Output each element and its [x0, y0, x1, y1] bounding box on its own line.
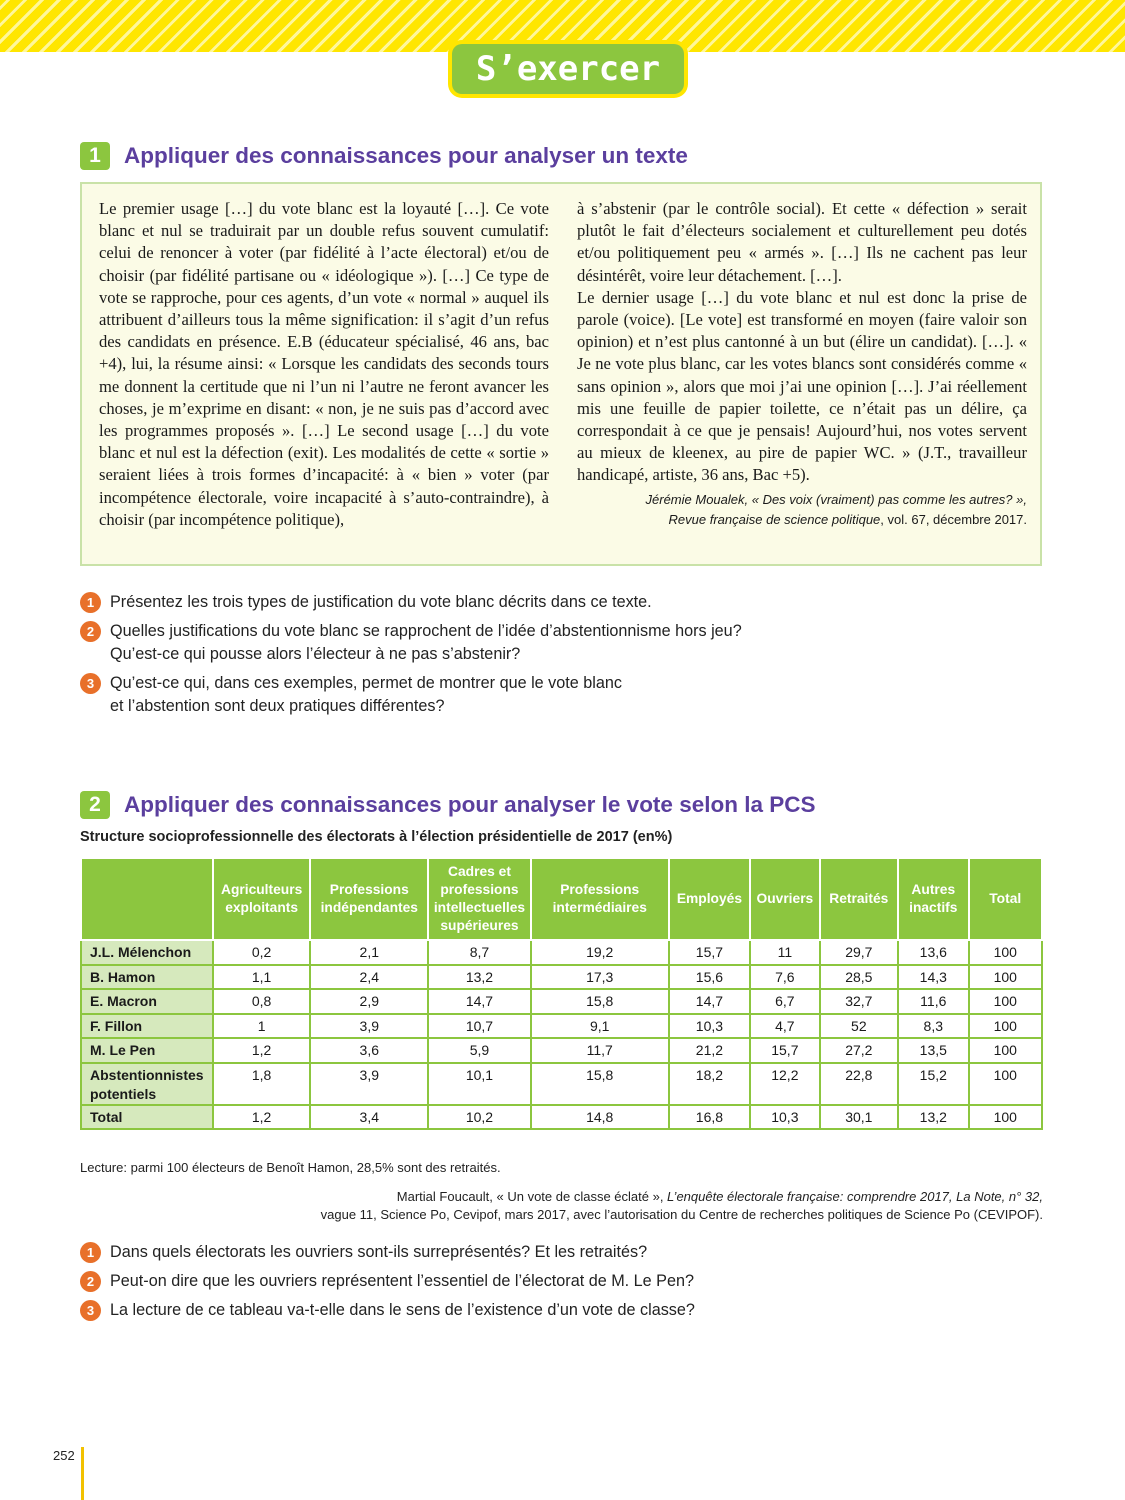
table-cell: 11,6 — [898, 989, 968, 1014]
row-label: J.L. Mélenchon — [81, 940, 213, 965]
table-row — [81, 965, 1042, 990]
column-header: Professions indépendantes — [310, 858, 428, 940]
question-item — [80, 620, 742, 666]
column-header: Cadres et professions intellectuelles supérieures — [428, 858, 531, 940]
section-2-title: Appliquer des connaissances pour analyser le vote selon la PCS — [124, 792, 816, 817]
question-number-badge: 3 — [80, 673, 101, 694]
table-cell: 8,7 — [428, 940, 531, 965]
question-number-badge: 1 — [80, 1242, 101, 1263]
table-cell: 10,1 — [428, 1063, 531, 1105]
table-title: Structure socioprofessionnelle des électorats à l’élection présidentielle de 2017 (en%) — [80, 829, 673, 845]
table-cell: 17,3 — [531, 965, 669, 990]
table-cell: 29,7 — [820, 940, 898, 965]
column-header: Autres inactifs — [898, 858, 968, 940]
table-cell: 2,9 — [310, 989, 428, 1014]
table-cell: 3,9 — [310, 1063, 428, 1105]
section-1-number: 1 — [80, 142, 110, 170]
table-cell: 100 — [969, 1038, 1043, 1063]
question-text: Qu’est-ce qui pousse alors l’électeur à ne pas s’abstenir? — [110, 645, 521, 663]
table-reading-note: Lecture: parmi 100 électeurs de Benoît Hamon, 28,5% sont des retraités. — [80, 1160, 501, 1175]
question-number-badge: 3 — [80, 1300, 101, 1321]
excerpt-paragraph: à s’abstenir (par le contrôle social). Et cette « défection » serait plutôt le fait d’électeurs socialement et culturellement peu dotés et/ou politiquement peu « armés ». […] Ils ne cachent pas leur désintérêt, voire leur détachement. […]. — [577, 199, 1027, 285]
question-number-badge: 2 — [80, 621, 101, 642]
table-cell: 2,4 — [310, 965, 428, 990]
section-2-number: 2 — [80, 791, 110, 819]
page-margin-bar — [81, 1447, 84, 1500]
table-cell: 1,8 — [213, 1063, 311, 1105]
table-cell: 10,3 — [669, 1014, 751, 1039]
table-cell: 11 — [750, 940, 819, 965]
question-text: Présentez les trois types de justification du vote blanc décrits dans ce texte. — [110, 593, 652, 611]
row-label: M. Le Pen — [81, 1038, 213, 1063]
table-cell: 100 — [969, 965, 1043, 990]
table-cell: 15,8 — [531, 1063, 669, 1105]
table-cell: 6,7 — [750, 989, 819, 1014]
section-1-title: Appliquer des connaissances pour analyser un texte — [124, 143, 688, 168]
excerpt-source — [577, 490, 1027, 530]
table-cell: 15,2 — [898, 1063, 968, 1105]
table-row — [81, 989, 1042, 1014]
table-cell: 15,7 — [750, 1038, 819, 1063]
column-header: Agriculteurs exploitants — [213, 858, 311, 940]
column-header: Retraités — [820, 858, 898, 940]
column-header: Ouvriers — [750, 858, 819, 940]
question-text: Peut-on dire que les ouvriers représentent l’essentiel de l’électorat de M. Le Pen? — [110, 1272, 694, 1290]
table-cell: 0,8 — [213, 989, 311, 1014]
source-journal: Revue française de science politique — [668, 511, 881, 527]
table-corner-cell — [81, 858, 213, 940]
table-cell: 27,2 — [820, 1038, 898, 1063]
excerpt-column-right — [577, 198, 1027, 530]
question-number-badge: 2 — [80, 1271, 101, 1292]
table-cell: 100 — [969, 1063, 1043, 1105]
row-label: Abstentionnistes potentiels — [81, 1063, 213, 1105]
table-row — [81, 1014, 1042, 1039]
question-text: et l’abstention sont deux pratiques différentes? — [110, 697, 445, 715]
table-cell: 32,7 — [820, 989, 898, 1014]
table-cell: 100 — [969, 1014, 1043, 1039]
table-cell: 13,2 — [898, 1105, 968, 1130]
table-cell: 8,3 — [898, 1014, 968, 1039]
table-cell: 28,5 — [820, 965, 898, 990]
question-item — [80, 672, 742, 718]
section-1-questions — [80, 591, 742, 724]
table-cell: 22,8 — [820, 1063, 898, 1105]
table-row — [81, 1105, 1042, 1130]
table-source — [321, 1188, 1043, 1224]
table-cell: 3,6 — [310, 1038, 428, 1063]
table-row — [81, 1063, 1042, 1105]
table-cell: 14,8 — [531, 1105, 669, 1130]
table-cell: 0,2 — [213, 940, 311, 965]
row-label: E. Macron — [81, 989, 213, 1014]
source-details: vague 11, Science Po, Cevipof, mars 2017, avec l’autorisation du Centre de recherches politiques de Science Po (CEVIPOF). — [320, 1207, 1043, 1222]
table-cell: 16,8 — [669, 1105, 751, 1130]
table-cell: 1,2 — [213, 1038, 311, 1063]
table-cell: 3,9 — [310, 1014, 428, 1039]
table-cell: 13,2 — [428, 965, 531, 990]
excerpt-paragraph: Le dernier usage […] du vote blanc et nul est donc la prise de parole (voice). [Le vote] est transformé en moyen (faire valoir son opinion) et n’est plus cantonné à un but (élire un candidat). […]. « Je ne vote plus blanc, car les votes blancs sont considérés comme « sans opinion », alors que moi j’ai une opinion […]. J’ai réellement mis une feuille de papier toilette, ce n’était pas un délire, ça correspondait à ce que je pensais! Aujourd’hui, nos votes servent au mieux de kleenex, au pire de papier WC. » (J.T., travailleur handicapé, artiste, 36 ans, Bac +5). — [577, 287, 1027, 485]
table-cell: 1,1 — [213, 965, 311, 990]
table-cell: 1 — [213, 1014, 311, 1039]
row-label: F. Fillon — [81, 1014, 213, 1039]
table-cell: 13,5 — [898, 1038, 968, 1063]
excerpt-paragraph: Le premier usage […] du vote blanc est la loyauté […]. Ce vote blanc et nul se traduirait par un double refus souvent cumulatif: celui de renoncer à voter (par fidélité à l’acte électoral) et/ou de choisir (par fidélité partisane ou « idéologique »). […] Ce type de vote se rapproche, pour ces agents, d’un vote « normal » auquel ils attribuent d’ailleurs tous la même signification: il s’agit d’un refus des candidats en présence. E.B (éducateur spécialisé, 46 ans, bac +4), lui, la résume ainsi: « Lorsque les candidats des seconds tours me donnent la certitude que ni l’un ni l’autre ne feront avancer les choses, je m’exprime en disant: « non, je ne suis pas d’accord avec les programmes proposés ». […] Le second usage […] du vote blanc et nul est la défection (exit). Les modalités de cette « sortie » seraient liées à trois formes d’incapacité: à « bien » voter (par incompétence électorale, voire incapacité à s’auto-contraindre), à choisir (par incompétence politique), — [99, 199, 549, 529]
table-header-row — [81, 858, 1042, 940]
excerpt-box — [80, 182, 1042, 566]
question-item — [80, 591, 742, 614]
table-cell: 12,2 — [750, 1063, 819, 1105]
table-cell: 14,7 — [669, 989, 751, 1014]
source-author: Martial Foucault, « Un vote de classe éclaté », — [396, 1189, 668, 1204]
title-badge — [448, 40, 688, 98]
source-author: Jérémie Moualek, « Des voix (vraiment) pas comme les autres? », — [645, 491, 1027, 507]
table-cell: 52 — [820, 1014, 898, 1039]
table-cell: 7,6 — [750, 965, 819, 990]
row-label: B. Hamon — [81, 965, 213, 990]
column-header: Employés — [669, 858, 751, 940]
source-details: , vol. 67, décembre 2017. — [880, 511, 1027, 527]
question-text: Qu’est-ce qui, dans ces exemples, permet de montrer que le vote blanc — [110, 674, 622, 692]
question-item — [80, 1270, 695, 1293]
table-cell: 1,2 — [213, 1105, 311, 1130]
table-row — [81, 940, 1042, 965]
question-number-badge: 1 — [80, 592, 101, 613]
table-cell: 19,2 — [531, 940, 669, 965]
page-number: 252 — [53, 1448, 75, 1463]
table-cell: 21,2 — [669, 1038, 751, 1063]
column-header: Total — [969, 858, 1043, 940]
table-cell: 30,1 — [820, 1105, 898, 1130]
table-cell: 15,8 — [531, 989, 669, 1014]
question-text: Quelles justifications du vote blanc se rapprochent de l’idée d’abstentionnisme hors jeu? — [110, 622, 742, 640]
table-row — [81, 1038, 1042, 1063]
table-cell: 18,2 — [669, 1063, 751, 1105]
table-cell: 3,4 — [310, 1105, 428, 1130]
table-cell: 11,7 — [531, 1038, 669, 1063]
column-header: Professions intermédiaires — [531, 858, 669, 940]
excerpt-column-left — [99, 198, 549, 531]
section-1-header — [80, 142, 688, 170]
row-label: Total — [81, 1105, 213, 1130]
table-cell: 10,2 — [428, 1105, 531, 1130]
table-cell: 4,7 — [750, 1014, 819, 1039]
table-cell: 14,7 — [428, 989, 531, 1014]
table-cell: 10,7 — [428, 1014, 531, 1039]
source-title: L’enquête électorale française: comprendre 2017, La Note, n° 32, — [667, 1189, 1043, 1204]
table-cell: 14,3 — [898, 965, 968, 990]
table-cell: 9,1 — [531, 1014, 669, 1039]
page-title: S’exercer — [452, 44, 684, 94]
question-item — [80, 1299, 695, 1322]
table-cell: 15,7 — [669, 940, 751, 965]
table-cell: 100 — [969, 1105, 1043, 1130]
table-cell: 10,3 — [750, 1105, 819, 1130]
table-cell: 15,6 — [669, 965, 751, 990]
table-cell: 2,1 — [310, 940, 428, 965]
section-2-header — [80, 791, 816, 819]
pcs-table — [80, 857, 1043, 1130]
table-cell: 13,6 — [898, 940, 968, 965]
table-cell: 100 — [969, 940, 1043, 965]
table-cell: 100 — [969, 989, 1043, 1014]
section-2-questions — [80, 1241, 695, 1328]
question-text: La lecture de ce tableau va-t-elle dans le sens de l’existence d’un vote de classe? — [110, 1301, 695, 1319]
table-cell: 5,9 — [428, 1038, 531, 1063]
question-text: Dans quels électorats les ouvriers sont-ils surreprésentés? Et les retraités? — [110, 1243, 648, 1261]
question-item — [80, 1241, 695, 1264]
